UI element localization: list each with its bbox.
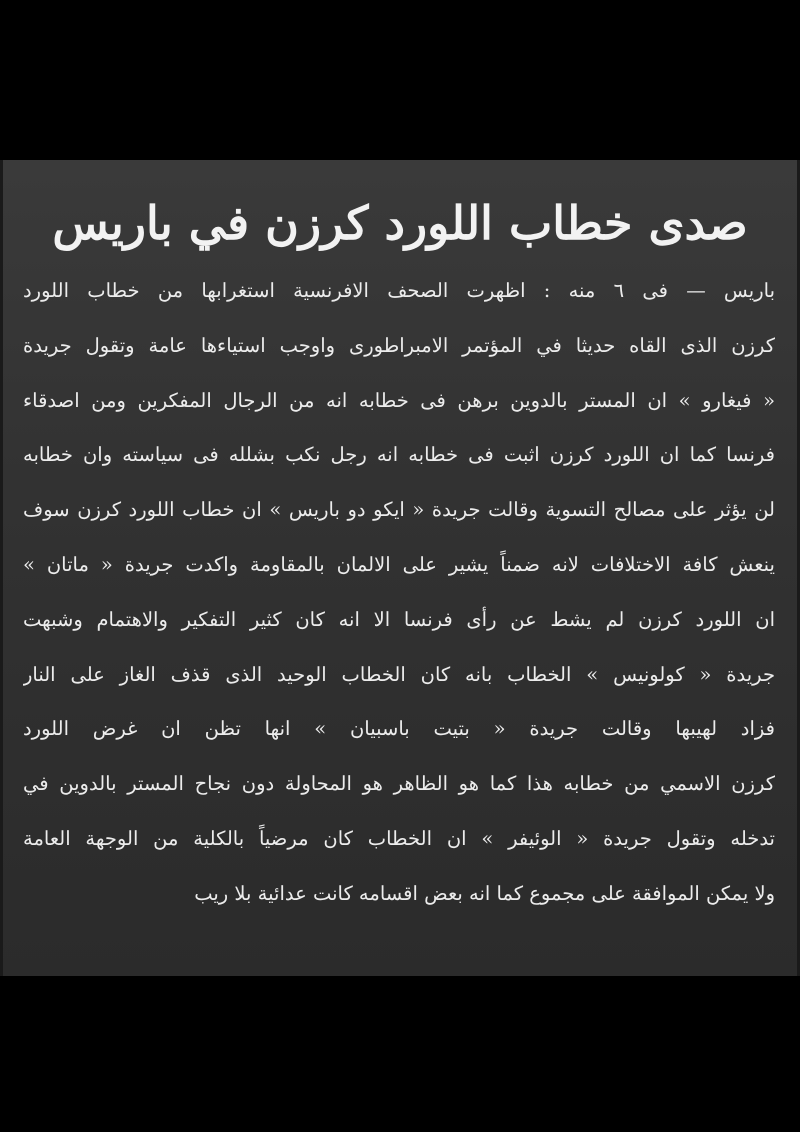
article-body [23,264,775,922]
article-line: كرزن الاسمي من خطابه هذا كما هو الظاهر هو المحاولة دون نجاح المستر بالدوين في [23,772,775,796]
article-line: « فيغارو » ان المستر بالدوين برهن فى خطابه انه من الرجال المفكرين ومن اصدقاء [23,388,775,412]
article-line: فرنسا كما ان اللورد كرزن اثبت فى خطابه انه رجل نكب بشلله فى سياسته وان خطابه [23,443,775,467]
article-line: ان اللورد كرزن لم يشط عن رأى فرنسا الا انه كان كثير التفكير والاهتمام وشبهت [23,607,775,631]
article-line: باريس — فى ٦ منه : اظهرت الصحف الافرنسية استغرابها من خطاب اللورد [23,279,775,302]
article-line: ولا يمكن الموافقة على مجموع كما انه بعض اقسامه كانت عدائية بلا ريب [194,881,775,905]
article-line: ينعش كافة الاختلافات لانه ضمناً يشير على الالمان بالمقاومة واكدت جريدة « ماتان » [23,552,775,576]
article-line: جريدة « كولونيس » الخطاب بانه كان الخطاب الوحيد الذى قذف الغاز على النار [23,662,775,686]
headline: صدى خطاب اللورد كرزن في باريس [52,196,748,250]
article-line: لن يؤثر على مصالح التسوية وقالت جريدة « ايكو دو باريس » ان خطاب اللورد كرزن سوف [23,498,775,522]
newspaper-clipping [0,160,800,976]
article-line: تدخله وتقول جريدة « الوئيفر » ان الخطاب كان مرضياً بالكلية من الوجهة العامة [23,826,775,850]
article-line: فزاد لهيبها وقالت جريدة « بتيت باسبيان » انها تظن ان غرض اللورد [23,717,775,741]
article-line: كرزن الذى القاه حديثا في المؤتمر الامبراطورى واوجب استياءها عامة وتقول جريدة [23,333,775,357]
